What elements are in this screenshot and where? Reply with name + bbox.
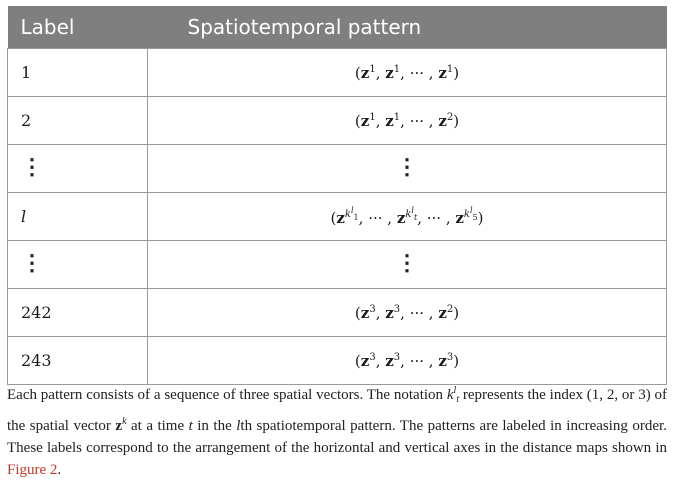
table-row [8, 145, 667, 193]
vertical-ellipsis: ⋮ [21, 250, 43, 276]
row-label: 2 [8, 97, 148, 145]
vertical-ellipsis: ⋮ [396, 154, 418, 180]
table-row [8, 289, 667, 337]
table-footnote: Each pattern consists of a sequence of three spatial vectors. The notation $k^l_t$ represents the index (1, 2, or 3) of the spatial vector $z^k$ at a time t in the lth spatiotemporal pattern. The patterns are labeled in increasing order. These labels correspond to the arrangement of the horizontal and vertical axes in the distance maps shown in Figure 2. [7, 385, 667, 478]
row-pattern [148, 241, 667, 289]
row-label [8, 145, 148, 193]
row-label: 242 [8, 289, 148, 337]
row-label: 243 [8, 337, 148, 385]
vertical-ellipsis: ⋮ [21, 154, 43, 180]
row-pattern: ($z^3$, $z^3$, ··· , $z^3$) [148, 337, 667, 385]
table-row [8, 97, 667, 145]
table-row [8, 337, 667, 385]
table-row [8, 49, 667, 97]
table-row [8, 193, 667, 241]
table-row [8, 241, 667, 289]
header-pattern: Spatiotemporal pattern [148, 6, 667, 49]
vertical-ellipsis: ⋮ [396, 250, 418, 276]
row-label: l [8, 193, 148, 241]
row-pattern: ($z^1$, $z^1$, ··· , $z^2$) [148, 97, 667, 145]
kt-notation: $k^l_t$ [446, 385, 460, 405]
row-pattern [148, 145, 667, 193]
figure-2-link[interactable]: Figure 2 [7, 462, 58, 478]
row-label: 1 [8, 49, 148, 97]
row-pattern: ($z^1$, $z^1$, ··· , $z^1$) [148, 49, 667, 97]
table-header-row [8, 6, 667, 49]
row-label [8, 241, 148, 289]
header-label: Label [8, 6, 148, 49]
row-pattern: ($z^{k^l_1}$, ··· , $z^{k^l_t}$, ··· , $z^{k^l_5}$) [148, 193, 667, 241]
pattern-table [7, 6, 667, 385]
row-pattern: ($z^3$, $z^3$, ··· , $z^2$) [148, 289, 667, 337]
